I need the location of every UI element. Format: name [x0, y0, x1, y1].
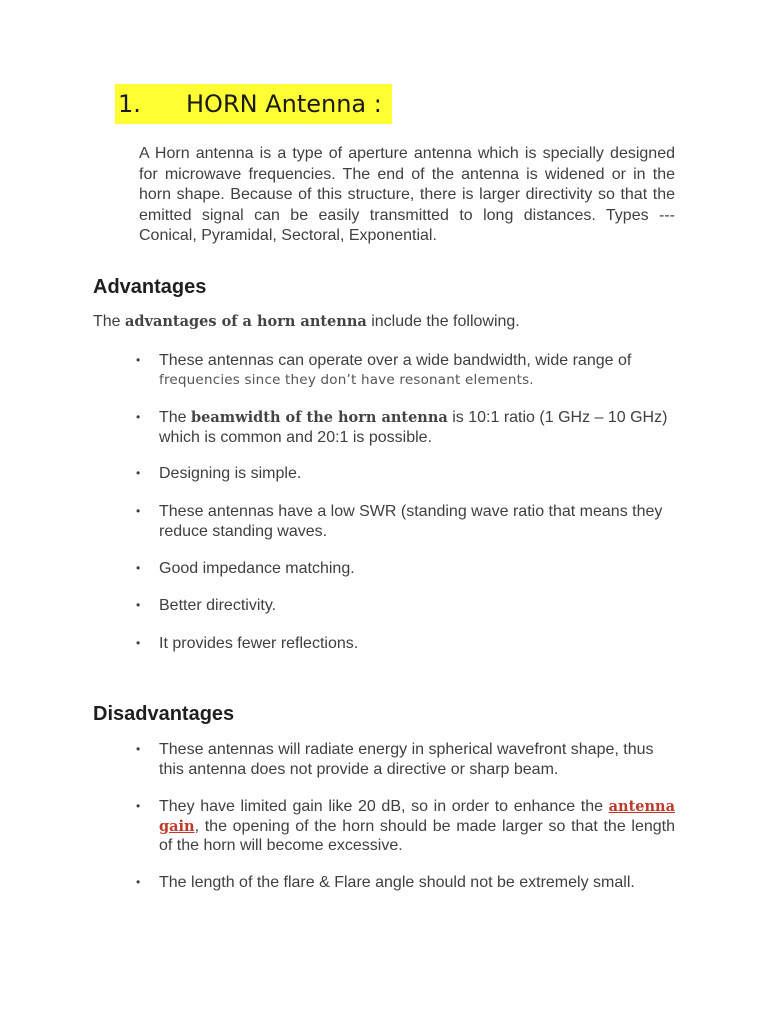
advantage-item: [136, 559, 675, 579]
advantage-item-post: is 10:1 ratio (1 GHz – 10 GHz) which is common and 20:1 is possible.: [159, 409, 668, 446]
advantage-item-pre: The: [159, 409, 192, 426]
advantage-item: [136, 502, 675, 541]
heading-number: 1.: [118, 90, 141, 118]
antenna-gain-link[interactable]: antenna gain: [159, 798, 675, 835]
disadvantage-item: [136, 873, 659, 893]
disadvantage-item: [136, 797, 675, 856]
disadvantage-item-text: These antennas will radiate energy in spherical wavefront shape, thus this antenna does not provide a directive or sharp beam.: [159, 741, 654, 778]
advantages-lead-bold: advantages of a horn antenna: [125, 313, 367, 330]
advantage-item: [136, 634, 675, 654]
advantage-item-line2: frequencies since they don’t have resonant elements.: [159, 371, 534, 388]
advantage-item-text: Designing is simple.: [159, 465, 302, 482]
bullet-icon: •: [136, 742, 141, 756]
advantage-item-text: Good impedance matching.: [159, 560, 355, 577]
heading-title: HORN Antenna :: [186, 90, 382, 118]
disadvantage-item-text: The length of the flare & Flare angle should not be extremely small.: [159, 874, 635, 891]
bullet-icon: •: [136, 466, 141, 480]
disadvantages-title: Disadvantages: [93, 703, 235, 725]
disadvantage-item-pre: They have limited gain like 20 dB, so in order to enhance the: [159, 798, 609, 815]
disadvantage-item-post: , the opening of the horn should be made larger so that the length of the horn will become excessive.: [159, 817, 675, 854]
advantage-item: [136, 596, 675, 616]
advantage-item-line1: These antennas can operate over a wide bandwidth, wide range of: [159, 352, 632, 369]
advantages-lead-pre: The: [93, 313, 126, 330]
section-heading: [115, 84, 392, 124]
bullet-icon: •: [136, 410, 141, 424]
advantage-item: [136, 351, 675, 390]
advantages-lead-post: include the following.: [366, 313, 520, 330]
bullet-icon: •: [136, 875, 141, 889]
bullet-icon: •: [136, 636, 141, 650]
intro-paragraph: A Horn antenna is a type of aperture antenna which is specially designed for microwave frequencies. The end of the antenna is widened or in the horn shape. Because of this structure, there is larger directivity so that the emitted signal can be easily transmitted to long distances. Types --- Conical, Pyramidal, Sectoral, Exponential.: [139, 145, 675, 244]
advantage-item-text: These antennas have a low SWR (standing wave ratio that means they reduce standing waves.: [159, 503, 663, 540]
bullet-icon: •: [136, 504, 141, 518]
advantage-item-text: Better directivity.: [159, 597, 277, 614]
advantage-item: [136, 408, 675, 447]
disadvantage-item: [136, 740, 675, 779]
advantages-title: Advantages: [93, 276, 207, 298]
bullet-icon: •: [136, 799, 141, 813]
advantage-item-bold: beamwidth of the horn antenna: [191, 409, 448, 426]
advantage-item: [136, 464, 675, 484]
bullet-icon: •: [136, 561, 141, 575]
bullet-icon: •: [136, 353, 141, 367]
advantages-lead: [93, 313, 520, 331]
advantage-item-text: It provides fewer reflections.: [159, 635, 359, 652]
bullet-icon: •: [136, 598, 141, 612]
